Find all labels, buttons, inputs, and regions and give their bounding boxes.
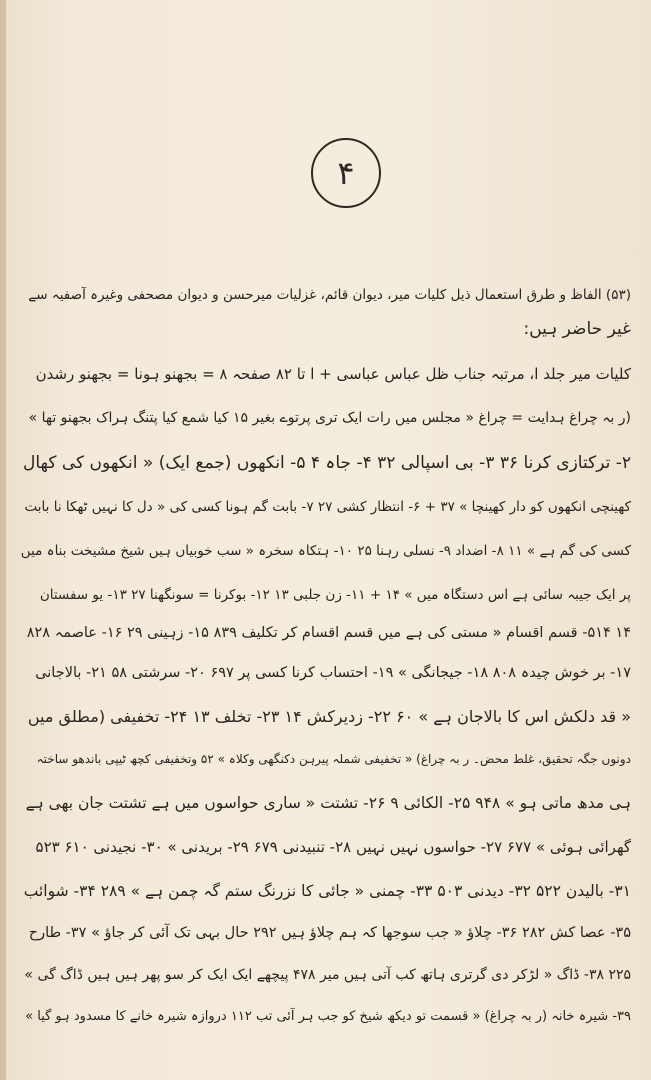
text-line-9: ۱۴ ۵۱۴- قسم اقسام « مستی کی ہے میں قسم اقسام کر تکلیف ۸۳۹ ۱۵- زہینی ۲۹ ۱۶- عاصمہ ۸۲۸ — [26, 625, 631, 641]
page-number: ۴ — [337, 154, 355, 192]
text-line-17: ۲۲۵ ۳۸- ڈاگ « لڑکر دی گرتری ہاتھ کب آتی ہیں میر ۴۷۸ پیچھے ایک ایک کر سو پھر ہیں ہیں ڈاگ گی » — [24, 967, 631, 983]
text-line-12: دونوں جگہ تحقیق، غلط محض۔ ر بہ چراغ) « تخفیفی شملہ پیرہن دکنگھی وکلاہ » ۵۲ وتخفیفی کچھ ٹیپی باندھو ساختہ — [36, 752, 631, 766]
text-line-3: کلیات میر جلد ا، مرتبہ جناب ظل عباس عباسی + ا تا ۸۲ صفحہ ۸ = بجھنو ہونا = بجھنو رشدن — [35, 365, 631, 383]
text-line-5: ۲- ترکتازی کرنا ۳۶ ۳- بی اسپالی ۳۲ ۴- جاہ ۴ ۵- انکھوں (جمع ایک) « انکھوں کی کھال — [23, 453, 631, 473]
text-line-11: « قد دلکش اس کا بالاجان ہے » ۶۰ ۲۲- زدیرکش ۱۴ ۲۳- تخلف ۱۳ ۲۴- تخفیفی (مطلق میں — [27, 707, 631, 726]
text-line-16: ۳۵- عصا کش ۲۸۲ ۳۶- چلاؤ « جب سوجھا کہ ہم چلاؤ ہیں ۲۹۲ حال بہی تک آئی کر جاؤ » ۳۷- طارح — [28, 925, 631, 941]
page-left-edge — [0, 0, 6, 1080]
text-line-1: (۵۳) الفاظ و طرق استعمال ذیل کلیات میر، دیوان قائم، غزلیات میرحسن و دیوان مصحفی وغیرہ آصفیہ سے — [28, 287, 631, 303]
page-number-circle — [311, 138, 381, 208]
text-line-18: ۳۹- شیرہ خانہ (ر بہ چراغ) « قسمت تو دیکھ شیخ کو جب ہر آئی تب ۱۱۲ دروازہ شیرہ خانے کا مسدود ہو گیا » — [25, 1009, 631, 1024]
text-line-14: گھرائی ہوئی » ۶۷۷ ۲۷- حواسوں نہیں نہیں ۲۸- تنبیدنی ۶۷۹ ۲۹- بریدنی » ۳۰- نجیدنی ۶۱۰ ۵۲۳ — [35, 838, 631, 856]
text-line-4: (ر بہ چراغ ہدایت = چراغ « مجلس میں رات ایک تری پرتوے بغیر ۱۵ کیا شمع کیا پتنگ ہراک بجھنو تھا » — [28, 410, 631, 426]
text-line-13: ہی مدھ ماتی ہو » ۹۴۸ ۲۵- الکائی ۹ ۲۶- تشتت « ساری حواسوں میں ہے تشتت جان بھی ہے — [25, 794, 631, 812]
text-line-10: ۱۷- بر خوش چیدہ ۸۰۸ ۱۸- جیجانگی » ۱۹- احتساب کرنا کسی پر ۶۹۷ ۲۰- سرشتی ۵۸ ۲۱- بالاجانی — [35, 665, 631, 681]
text-line-6: کھینچی انکھوں کو دار کھینچا » ۳۷ + ۶- انتظار کشی ۲۷ ۷- بابت گم ہونا کسی کی « دل کا نہیں ٹھکا نا بابت — [24, 499, 631, 515]
text-line-15: ۳۱- بالیدن ۵۲۲ ۳۲- دیدنی ۵۰۳ ۳۳- چمنی « جائی کا نزرنگ ستم گہ چمن ہے » ۲۸۹ ۳۴- شوائب — [23, 882, 631, 900]
text-line-2: غیر حاضر ہیں: — [523, 319, 631, 339]
text-line-7: کسی کی گم ہے » ۱۱ ۸- اضداد ۹- نسلی رہنا ۲۵ ۱۰- ہتکاہ سخرہ « سب خوبیاں ہیں شیخ مشیخت بناہ میں — [20, 543, 631, 559]
text-line-8: پر ایک جیبہ سائی ہے اس دستگاہ میں » ۱۴ + ۱۱- زن جلبی ۱۳ ۱۲- بوکرنا = سونگھنا ۲۷ ۱۳- یو سفستان — [39, 587, 631, 603]
